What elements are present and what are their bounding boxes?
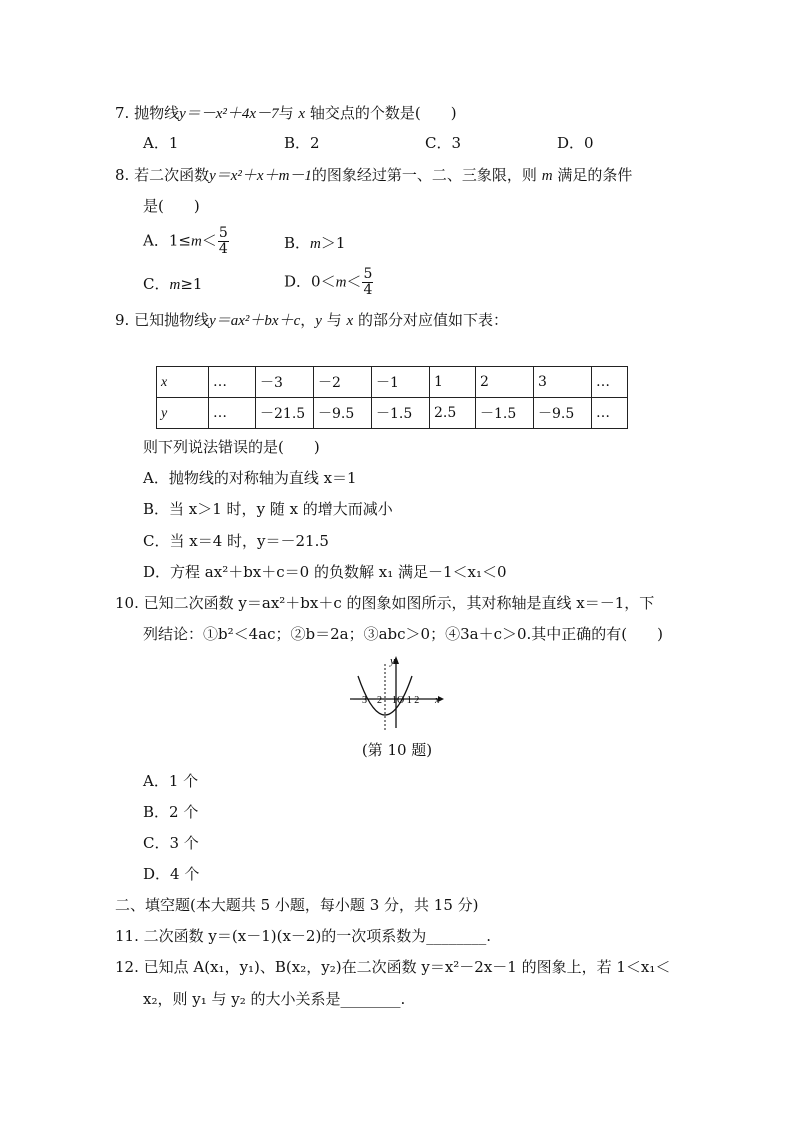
x-axis-label: x	[435, 695, 440, 706]
option-b[interactable]: B．2 个	[143, 803, 199, 821]
table-cell: 1	[430, 367, 476, 398]
question-12	[115, 956, 670, 978]
option-a[interactable]: A．抛物线的对称轴为直线 x＝1	[143, 469, 357, 487]
table-cell: x	[157, 367, 209, 398]
table-cell: －3	[256, 367, 314, 398]
question-10-line2: 列结论：①b²＜4ac；②b＝2a；③abc＞0；④3a＋c＞0.其中正确的有( )	[143, 625, 663, 643]
question-text: 若二次函数	[134, 166, 210, 184]
table-cell: …	[209, 367, 256, 398]
option-d[interactable]: D．0	[557, 134, 594, 152]
option-b[interactable]: B．当 x＞1 时，y 随 x 的增大而减小	[143, 500, 393, 518]
question-8-line2: 是( )	[143, 197, 200, 215]
table-cell: …	[592, 367, 628, 398]
question-number: 11.	[115, 927, 139, 945]
table-cell: …	[592, 398, 628, 429]
formula: y＝x²＋x＋m－1	[209, 168, 312, 184]
table-cell: －1.5	[476, 398, 534, 429]
option-c[interactable]: C．当 x＝4 时，y＝－21.5	[143, 532, 329, 550]
option-a[interactable]: A．1	[143, 134, 179, 152]
fraction: $\frac{5}{4}$	[363, 266, 373, 298]
value-table	[156, 366, 628, 429]
table-cell: 2.5	[430, 398, 476, 429]
question-number: 10.	[115, 594, 139, 612]
option-b[interactable]: B．m＞1	[284, 234, 346, 252]
table-cell: －9.5	[534, 398, 592, 429]
option-d[interactable]: D．方程 ax²＋bx＋c＝0 的负数解 x₁ 满足－1＜x₁＜0	[143, 563, 507, 581]
question-9: 9. 已知抛物线y＝ax²＋bx＋c，y 与 x 的部分对应值如下表：	[115, 311, 508, 329]
option-a[interactable]: A．1 个	[143, 772, 199, 790]
tick-labels: －3－2－1O 1 2	[352, 695, 420, 706]
question-12-line2: x₂，则 y₁ 与 y₂ 的大小关系是________.	[143, 990, 406, 1008]
question-11	[115, 925, 491, 947]
question-text: 满足的条件	[557, 166, 633, 184]
option-b[interactable]: B．2	[284, 134, 320, 152]
table-cell: －1	[372, 367, 430, 398]
y-axis-label: y	[390, 655, 395, 667]
option-d[interactable]: D．4 个	[143, 865, 200, 883]
parabola-graph	[346, 654, 446, 734]
question-7	[115, 102, 457, 125]
question-text: 已知抛物线	[134, 311, 210, 329]
variable: x	[298, 106, 306, 122]
question-number: 7.	[115, 104, 130, 122]
question-number: 9.	[115, 311, 130, 329]
question-text: 与	[278, 104, 294, 122]
table-cell: 3	[534, 367, 592, 398]
option-d[interactable]: D．0＜m＜ $\frac{5}{4}$	[284, 266, 373, 298]
table-cell: …	[209, 398, 256, 429]
table-cell: 2	[476, 367, 534, 398]
option-a[interactable]: A．1≤m＜ $\frac{5}{4}$	[143, 225, 228, 257]
question-text: 轴交点的个数是( )	[309, 104, 457, 122]
table-cell: －21.5	[256, 398, 314, 429]
question-10	[115, 592, 654, 614]
table-row	[157, 398, 628, 429]
table-row	[157, 367, 628, 398]
question-text: 二次函数 y＝(x－1)(x－2)的一次项系数为________.	[143, 927, 492, 945]
question-number: 8.	[115, 166, 130, 184]
question-text: 已知二次函数 y＝ax²＋bx＋c 的图象如图所示，其对称轴是直线 x＝－1，下	[143, 594, 655, 612]
question-number: 12.	[115, 958, 139, 976]
option-c[interactable]: C．3 个	[143, 834, 199, 852]
figure-caption: (第 10 题)	[361, 741, 433, 759]
table-cell: －1.5	[372, 398, 430, 429]
section-title: 二、填空题(本大题共 5 小题，每小题 3 分，共 15 分)	[115, 896, 479, 914]
table-cell: －9.5	[314, 398, 372, 429]
question-text: 已知点 A(x₁，y₁)、B(x₂，y₂)在二次函数 y＝x²－2x－1 的图象上，若 1＜x₁＜	[143, 958, 671, 976]
formula: y＝ax²＋bx＋c	[209, 313, 301, 329]
option-c[interactable]: C．m≥1	[143, 275, 203, 293]
table-cell: y	[157, 398, 209, 429]
variable: m	[541, 168, 553, 184]
fraction: $\frac{5}{4}$	[218, 225, 228, 257]
question-text: 抛物线	[134, 104, 180, 122]
option-c[interactable]: C．3	[425, 134, 462, 152]
formula: y＝－x²＋4x－7	[179, 106, 279, 122]
question-text: 的图象经过第一、二、三象限，则	[311, 166, 537, 184]
question-8	[115, 164, 632, 187]
table-cell: －2	[314, 367, 372, 398]
question-9-prompt: 则下列说法错误的是( )	[143, 438, 320, 456]
